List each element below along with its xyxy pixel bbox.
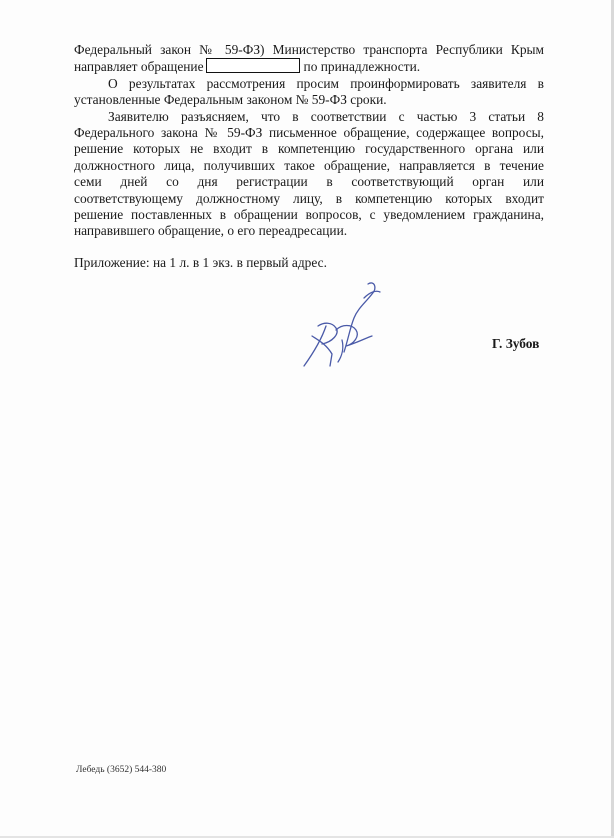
body-line-redacted <box>74 58 544 75</box>
body-line-part: по принадлежности. <box>303 59 421 75</box>
body-line: должностного лица, получивших такое обращение, направляется в течение <box>74 157 544 173</box>
body-line: решение поставленных в обращении вопросов, с уведомлением гражданина, <box>74 207 544 223</box>
letter-body <box>74 42 544 240</box>
body-line-part: направляет обращение <box>74 59 204 75</box>
body-line: решение которых не входит в компетенцию государственного органа или <box>74 141 544 157</box>
body-line: О результатах рассмотрения просим проинформировать заявителя в <box>108 75 544 91</box>
body-line: установленные Федеральным законом № 59-ФЗ сроки. <box>74 92 387 108</box>
body-line: семи дней со дня регистрации в соответствующий орган или <box>74 174 544 190</box>
handwritten-signature <box>296 278 386 370</box>
attachment-note: Приложение: на 1 л. в 1 экз. в первый адрес. <box>74 255 327 270</box>
body-line: Федеральный закон № 59-ФЗ) Министерство транспорта Республики Крым <box>74 42 544 57</box>
signer-name: Г. Зубов <box>492 336 540 351</box>
body-line: Федерального закона № 59-ФЗ письменное обращение, содержащее вопросы, <box>74 125 544 141</box>
contact-footer: Лебедь (3652) 544-380 <box>76 765 167 775</box>
body-line: соответствующему должностному лицу, в компетенцию которых входит <box>74 190 544 206</box>
redaction-box <box>206 58 300 73</box>
body-line: Заявителю разъясняем, что в соответствии с частью 3 статьи 8 <box>108 108 544 124</box>
body-line: направившего обращение, о его переадресации. <box>74 223 348 239</box>
